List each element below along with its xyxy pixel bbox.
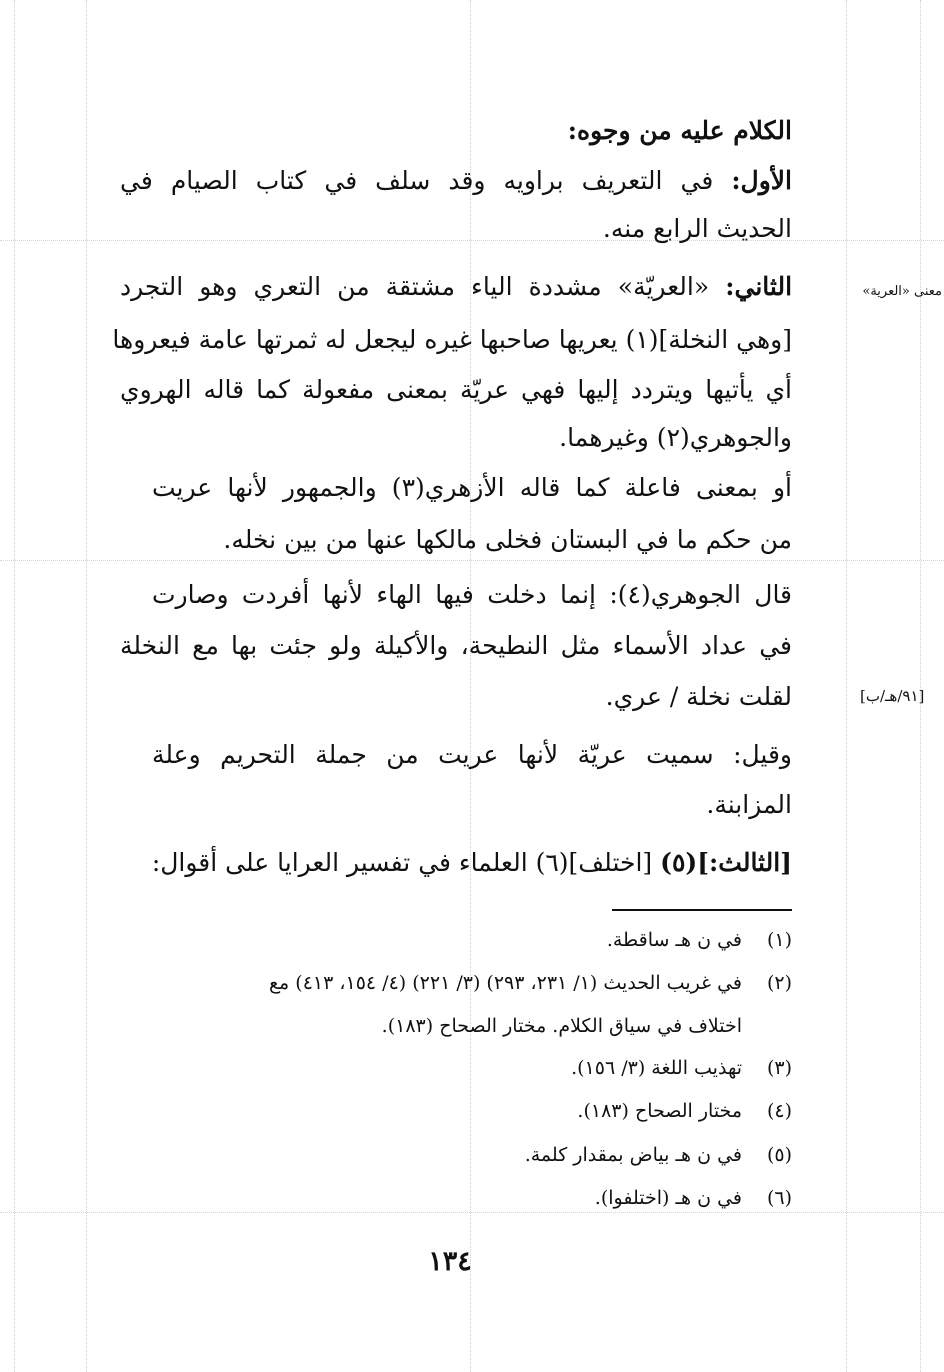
footnote-text: في غريب الحديث (١/ ٢٣١، ٢٩٣) (٣/ ٢٢١) (٤/ ١٥٤، ٤١٣) مع [268,972,742,994]
footnote-number: (٣) [766,1057,792,1079]
footnote-item [571,1054,792,1082]
paragraph-line: والجوهري(٢) وغيرهما. [559,423,792,452]
paragraph-line: قال الجوهري(٤): إنما دخلت فيها الهاء لأنها أفردت وصارت [152,580,793,609]
footnote-text: في ن هـ ساقطة. [606,929,742,951]
scan-guide-line [86,0,87,1372]
scan-guide-line [846,0,847,1372]
footnote-separator [612,909,792,911]
footnote-item [269,969,792,997]
scan-guide-line [0,240,944,241]
footnote-item [595,1184,792,1212]
footnote-number: (٤) [766,1100,792,1122]
first-point-label: الأول: [731,166,792,195]
second-point-text: «العريّة» مشددة الياء مشتقة من التعري وهو التجرد [120,272,710,301]
margin-folio-reference: [٩١/هـ/ب] [860,687,925,705]
paragraph-line: في عداد الأسماء مثل النطيحة، والأكيلة ولو جئت بها مع النخلة [120,631,792,660]
second-point-label: الثاني: [725,272,793,301]
footnote-item [577,1097,792,1125]
paragraph-line: أي يأتيها ويتردد إليها فهي عريّة بمعنى مفعولة كما قاله الهروي [120,375,792,404]
third-point-text: [اختلف](٦) العلماء في تفسير العرايا على أقوال: [151,848,653,877]
paragraph-line: المزابنة. [706,790,792,819]
first-point-line [120,164,792,198]
intro-line: الكلام عليه من وجوه: [567,116,792,145]
third-point-label: [الثالث:](٥) [660,848,792,877]
scan-guide-line [470,0,471,1372]
footnote-number: (٥) [766,1144,792,1166]
second-point-line [120,270,792,304]
paragraph-line: الحديث الرابع منه. [602,214,792,243]
margin-note-urayya: معنى «العرية» [862,284,942,299]
first-point-text: في التعريف براويه وقد سلف في كتاب الصيام في [120,166,714,195]
scan-guide-line [0,560,944,561]
footnote-text: مختار الصحاح (١٨٣). [577,1100,742,1122]
scan-guide-line [14,0,15,1372]
third-point-line [152,846,792,880]
footnote-number: (٢) [766,972,792,994]
footnote-number: (١) [766,929,792,951]
page-number: ١٣٤ [428,1246,472,1277]
footnote-item [525,1141,792,1169]
paragraph-line: لقلت نخلة / عري. [605,682,792,711]
footnote-text: تهذيب اللغة (٣/ ١٥٦). [571,1057,742,1079]
paragraph-line: وقيل: سميت عريّة لأنها عريت من جملة التحريم وعلة [152,740,792,769]
footnote-continuation: اختلاف في سياق الكلام. مختار الصحاح (١٨٣). [381,1015,742,1037]
footnote-item [607,926,792,954]
scan-guide-line [0,1212,944,1213]
paragraph-line: [وهي النخلة](١) يعريها صاحبها غيره ليجعل له ثمرتها عامة فيعروها [112,325,792,354]
paragraph-line: أو بمعنى فاعلة كما قاله الأزهري(٣) والجمهور لأنها عريت [152,473,792,502]
footnote-text: في ن هـ (اختلفوا). [594,1187,742,1209]
footnote-number: (٦) [766,1187,792,1209]
paragraph-line: من حكم ما في البستان فخلى مالكها عنها من بين نخله. [223,525,792,554]
footnote-text: في ن هـ بياض بمقدار كلمة. [524,1144,742,1166]
